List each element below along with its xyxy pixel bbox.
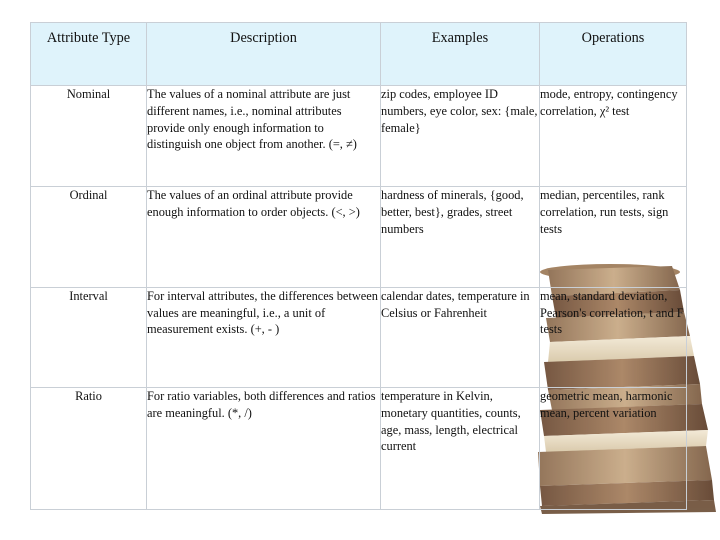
header-examples: Examples — [381, 23, 540, 86]
cell-type: Ordinal — [31, 187, 147, 287]
table-row — [31, 388, 687, 510]
header-description: Description — [147, 23, 381, 86]
cell-operations: geometric mean, harmonic mean, percent variation — [540, 388, 687, 510]
table-header-row — [31, 23, 687, 86]
cell-description: The values of an ordinal attribute provide enough information to order objects. (<, >) — [147, 187, 381, 287]
table-row — [31, 86, 687, 187]
cell-examples: zip codes, employee ID numbers, eye color, sex: {male, female} — [381, 86, 540, 187]
header-attribute-type: Attribute Type — [31, 23, 147, 86]
cell-examples: temperature in Kelvin, monetary quantities, counts, age, mass, length, electrical current — [381, 388, 540, 510]
cell-operations: mode, entropy, contingency correlation, χ² test — [540, 86, 687, 187]
cell-examples: calendar dates, temperature in Celsius or Fahrenheit — [381, 287, 540, 387]
cell-description: For ratio variables, both differences and ratios are meaningful. (*, /) — [147, 388, 381, 510]
cell-description: The values of a nominal attribute are just different names, i.e., nominal attributes provide only enough information to distinguish one object from another. (=, ≠) — [147, 86, 381, 187]
attribute-types-table — [30, 22, 687, 510]
cell-examples: hardness of minerals, {good, better, best}, grades, street numbers — [381, 187, 540, 287]
cell-operations: mean, standard deviation, Pearson's correlation, t and F tests — [540, 287, 687, 387]
cell-type: Ratio — [31, 388, 147, 510]
table-row — [31, 287, 687, 387]
table-row — [31, 187, 687, 287]
cell-type: Interval — [31, 287, 147, 387]
cell-description: For interval attributes, the differences between values are meaningful, i.e., a unit of measurement exists. (+, - ) — [147, 287, 381, 387]
header-operations: Operations — [540, 23, 687, 86]
cell-type: Nominal — [31, 86, 147, 187]
cell-operations: median, percentiles, rank correlation, run tests, sign tests — [540, 187, 687, 287]
